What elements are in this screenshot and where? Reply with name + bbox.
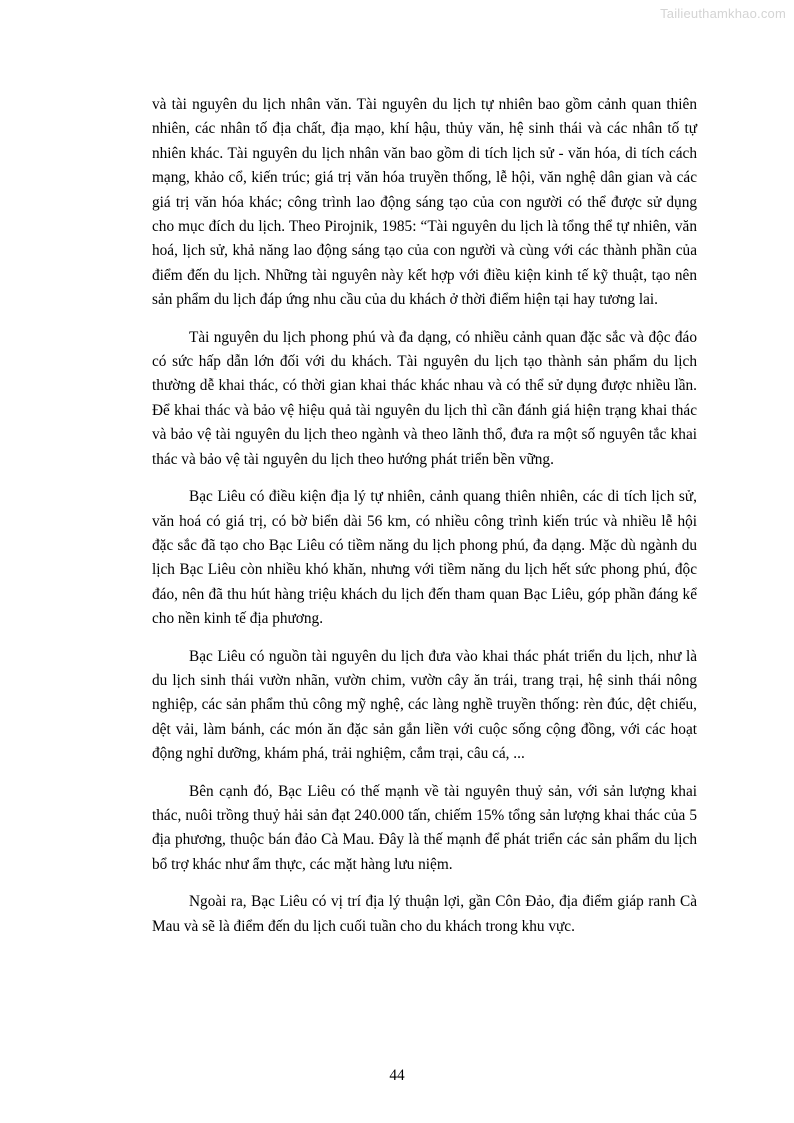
paragraph-5: Bên cạnh đó, Bạc Liêu có thế mạnh về tài nguyên thuỷ sản, với sản lượng khai thác, nuôi trồng thuỷ hải sản đạt 240.000 tấn, chiếm 15% tổng sản lượng khai thác của 5 địa phương, thuộc bán đảo Cà Mau. Đây là thế mạnh để phát triển các sản phẩm du lịch bổ trợ khác như ẩm thực, các mặt hàng lưu niệm. — [152, 782, 697, 873]
paragraph-2: Tài nguyên du lịch phong phú và đa dạng, có nhiều cảnh quan đặc sắc và độc đáo có sức hấp dẫn lớn đối với du khách. Tài nguyên du lịch tạo thành sản phẩm du lịch thường dễ khai thác, có thời gian khai thác khác nhau và có thể sử dụng được nhiều lần. Để khai thác và bảo vệ hiệu quả tài nguyên du lịch thì cần đánh giá hiện trạng khai thác và bảo vệ tài nguyên du lịch theo ngành và theo lãnh thổ, đưa ra một số nguyên tắc khai thác và bảo vệ tài nguyên du lịch theo hướng phát triển bền vững. — [152, 328, 697, 468]
paragraph-1: và tài nguyên du lịch nhân văn. Tài nguyên du lịch tự nhiên bao gồm cảnh quan thiên nhiên, các nhân tố địa chất, địa mạo, khí hậu, thủy văn, hệ sinh thái và các nhân tố tự nhiên khác. Tài nguyên du lịch nhân văn bao gồm di tích lịch sử - văn hóa, di tích cách mạng, khảo cổ, kiến trúc; giá trị văn hóa truyền thống, lễ hội, văn nghệ dân gian và các giá trị văn hóa khác; công trình lao động sáng tạo của con người có thể được sử dụng cho mục đích du lịch. Theo Pirojnik, 1985: “Tài nguyên du lịch là tổng thể tự nhiên, văn hoá, lịch sử, khả năng lao động sáng tạo của con người và cùng với các thành phần của điểm đến du lịch. Những tài nguyên này kết hợp với điều kiện kinh tế kỹ thuật, tạo nên sản phẩm du lịch đáp ứng nhu cầu của du khách ở thời điểm hiện tại hay tương lai. — [152, 96, 697, 309]
paragraph-6: Ngoài ra, Bạc Liêu có vị trí địa lý thuận lợi, gần Côn Đảo, địa điểm giáp ranh Cà Mau và sẽ là điểm đến du lịch cuối tuần cho du khách trong khu vực. — [152, 893, 697, 935]
paragraph-4: Bạc Liêu có nguồn tài nguyên du lịch đưa vào khai thác phát triển du lịch, như là du lịch sinh thái vườn nhãn, vườn chim, vườn cây ăn trái, trang trại, hệ sinh thái nông nghiệp, các sản phẩm thủ công mỹ nghệ, các làng nghề truyền thống: rèn đúc, dệt chiếu, dệt vải, làm bánh, các món ăn đặc sản gắn liền với cuộc sống cộng đồng, với các hoạt động nghỉ dưỡng, khám phá, trải nghiệm, cắm trại, câu cá, ... — [152, 647, 697, 763]
page-number: 44 — [389, 1067, 405, 1084]
document-body — [152, 93, 697, 952]
watermark: Tailieuthamkhao.com — [660, 6, 786, 21]
paragraph-3: Bạc Liêu có điều kiện địa lý tự nhiên, cảnh quang thiên nhiên, các di tích lịch sử, văn hoá có giá trị, có bờ biển dài 56 km, có nhiều công trình kiến trúc và nhiều lễ hội đặc sắc đã tạo cho Bạc Liêu có tiềm năng du lịch phong phú, đa dạng. Mặc dù ngành du lịch Bạc Liêu còn nhiều khó khăn, nhưng với tiềm năng du lịch hết sức phong phú, độc đáo, nên đã thu hút hàng triệu khách du lịch đến tham quan Bạc Liêu, góp phần đáng kể cho nền kinh tế địa phương. — [152, 488, 697, 628]
